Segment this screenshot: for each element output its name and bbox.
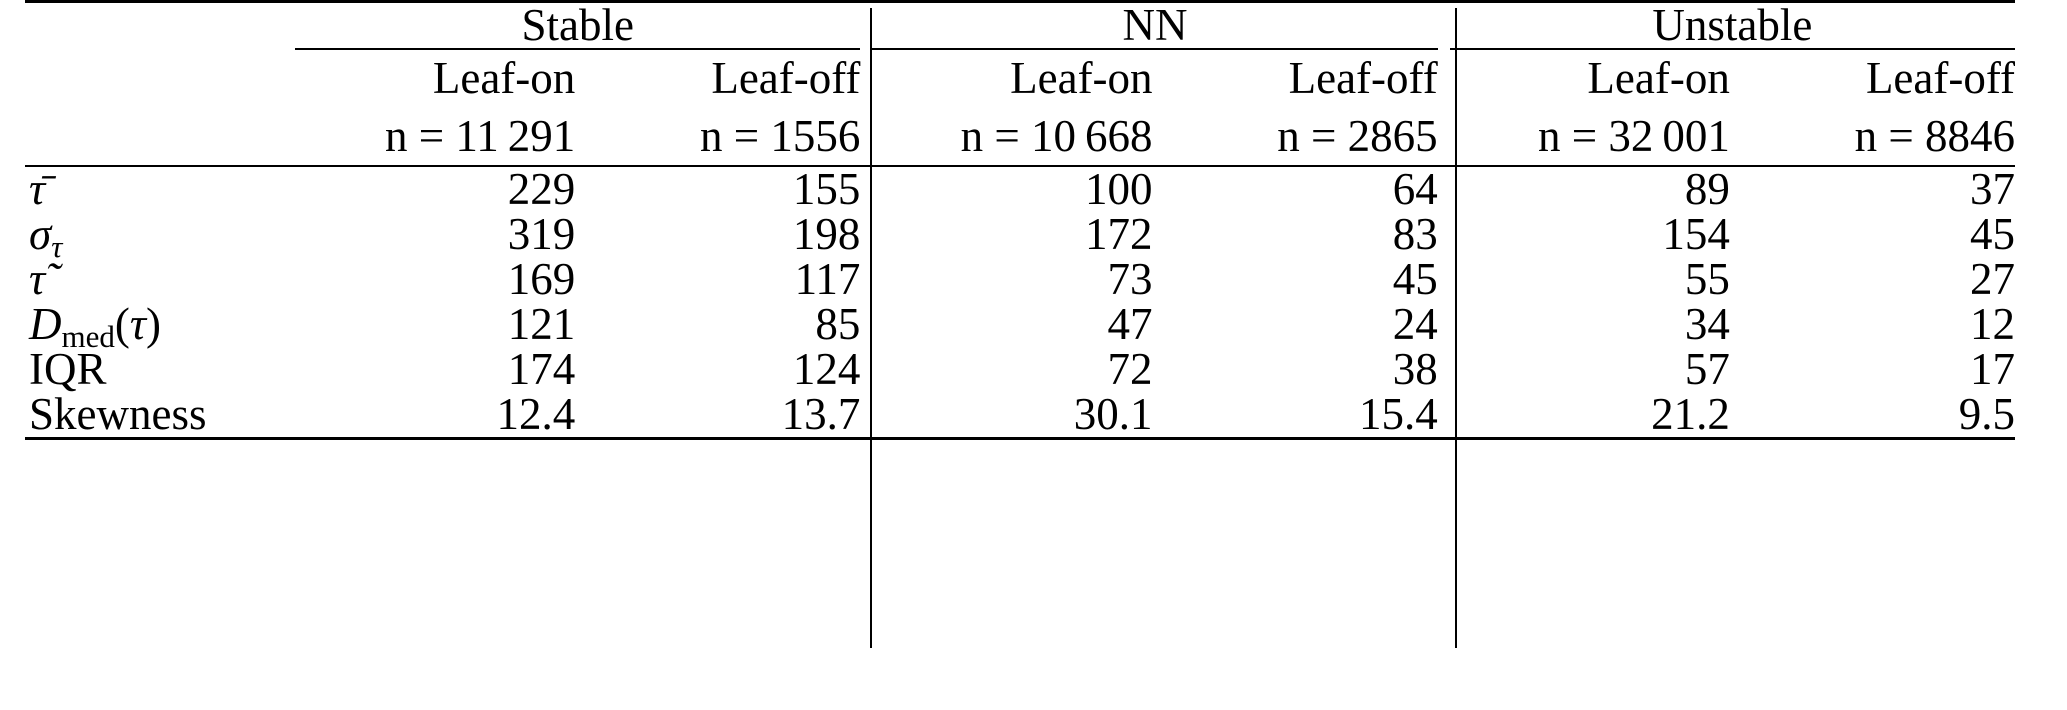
cell-nn-leaf-off: 24: [1392, 299, 1438, 350]
subheader-nn-leaf-off: [1153, 49, 1438, 166]
subheader-sample-size: n = 1556: [700, 110, 861, 161]
subheader-condition: Leaf-on: [432, 53, 576, 103]
cell-stable-leaf-on: 229: [507, 164, 576, 215]
cell-stable-leaf-on: 319: [507, 209, 576, 260]
group-header-stable: Stable: [521, 0, 634, 50]
group-header-nn: NN: [1122, 0, 1188, 50]
statistics-table: [25, 0, 2015, 440]
cell-nn-leaf-off: 83: [1392, 209, 1438, 260]
cell-nn-leaf-on: 73: [1107, 254, 1153, 305]
row-label-mean-tau: τ̄: [29, 164, 46, 215]
cell-unstable-leaf-on: 154: [1662, 209, 1730, 260]
cell-gap-2: [1438, 167, 1450, 212]
cell-stable-leaf-on: 174: [507, 344, 576, 395]
cell-unstable-leaf-off: 17: [1970, 344, 2015, 395]
subheader-gap-2: [1438, 49, 1450, 166]
cell-nn-leaf-off: 38: [1392, 344, 1438, 395]
column-group-separator-2: [1455, 8, 1457, 648]
subheader-sample-size: n = 32 001: [1537, 110, 1730, 161]
cell-unstable-leaf-on: 57: [1684, 344, 1730, 395]
subheader-condition: Leaf-off: [1865, 53, 2015, 103]
cell-unstable-leaf-on: 55: [1684, 254, 1730, 305]
cell-unstable-leaf-off: 27: [1970, 254, 2015, 305]
table-row: [25, 212, 2015, 257]
cell-stable-leaf-on: 121: [507, 299, 576, 350]
cell-nn-leaf-on: 100: [1085, 164, 1153, 215]
subheader-sample-size: n = 8846: [1854, 110, 2015, 161]
subheader-condition: Leaf-off: [1288, 53, 1438, 103]
subheader-blank: [25, 49, 295, 166]
table-row: [25, 347, 2015, 392]
subheader-sample-size: n = 11 291: [385, 110, 576, 161]
group-header-unstable: Unstable: [1652, 0, 1813, 50]
group-header-gap-2: [1438, 3, 1450, 48]
cell-unstable-leaf-on: 89: [1684, 164, 1730, 215]
table-row: [25, 302, 2015, 347]
cell-stable-leaf-on: 12.4: [496, 389, 576, 440]
row-label-skewness: Skewness: [29, 389, 207, 440]
cell-gap-2: [1438, 392, 1450, 439]
row-label-iqr: IQR: [29, 344, 107, 395]
table-row: [25, 167, 2015, 212]
cell-unstable-leaf-off: 9.5: [1958, 389, 2015, 440]
row-label-sigma-tau: στ: [29, 209, 63, 265]
cell-nn-leaf-off: 45: [1392, 254, 1438, 305]
row-label-d-med-tau: Dmed(τ): [29, 299, 161, 355]
cell-stable-leaf-off: 124: [792, 344, 861, 395]
subheader-unstable-leaf-on: [1450, 49, 1730, 166]
cell-stable-leaf-off: 13.7: [781, 389, 861, 440]
cell-nn-leaf-off: 64: [1392, 164, 1438, 215]
cell-nn-leaf-on: 72: [1107, 344, 1153, 395]
cell-nn-leaf-on: 47: [1107, 299, 1153, 350]
subheader-condition: Leaf-on: [1587, 53, 1730, 103]
cell-unstable-leaf-on: 34: [1684, 299, 1730, 350]
cell-unstable-leaf-off: 45: [1970, 209, 2015, 260]
cell-gap-2: [1438, 212, 1450, 257]
cell-stable-leaf-off: 198: [792, 209, 861, 260]
group-header-blank: [25, 3, 295, 48]
cell-nn-leaf-on: 172: [1085, 209, 1153, 260]
subheader-condition: Leaf-on: [1010, 53, 1153, 103]
group-header-row: [25, 3, 2015, 48]
cell-stable-leaf-off: 85: [815, 299, 861, 350]
cell-unstable-leaf-off: 37: [1970, 164, 2015, 215]
table-row: [25, 257, 2015, 302]
cell-unstable-leaf-on: 21.2: [1651, 389, 1730, 440]
subheader-unstable-leaf-off: [1730, 49, 2015, 166]
table-row: [25, 392, 2015, 439]
cell-stable-leaf-off: 117: [794, 254, 861, 305]
cell-stable-leaf-off: 155: [792, 164, 861, 215]
subheader-stable-leaf-off: [575, 49, 860, 166]
column-group-separator-1: [870, 8, 872, 648]
cell-nn-leaf-on: 30.1: [1073, 389, 1153, 440]
cell-stable-leaf-on: 169: [507, 254, 576, 305]
cell-gap-2: [1438, 302, 1450, 347]
subheader-stable-leaf-on: [295, 49, 575, 166]
cell-unstable-leaf-off: 12: [1970, 299, 2015, 350]
subheader-nn-leaf-on: [872, 49, 1152, 166]
subheader-condition: Leaf-off: [711, 53, 861, 103]
cell-gap-2: [1438, 347, 1450, 392]
row-label-median-tau: τ̃: [29, 254, 46, 305]
cell-nn-leaf-off: 15.4: [1358, 389, 1438, 440]
subheader-sample-size: n = 2865: [1277, 110, 1438, 161]
subheader-row: [25, 49, 2015, 166]
subheader-sample-size: n = 10 668: [960, 110, 1153, 161]
cell-gap-2: [1438, 257, 1450, 302]
